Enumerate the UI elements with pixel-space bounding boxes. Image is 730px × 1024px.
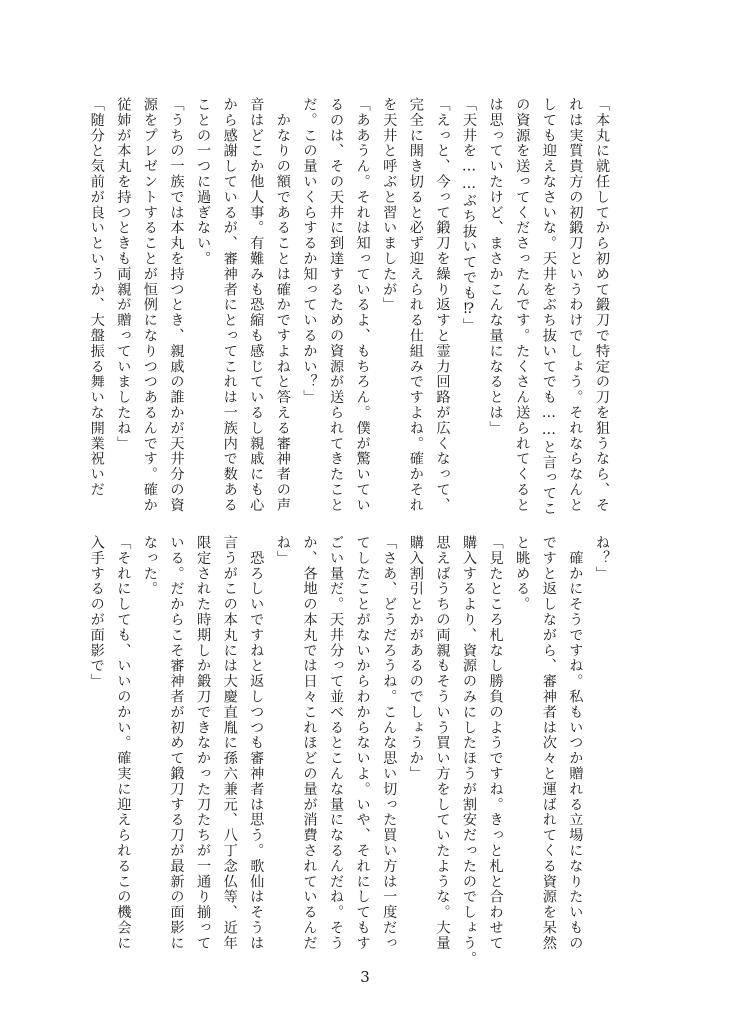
text-line: 「えっと、今って鍛刀を繰り返すと霊力回路が広くなって、 xyxy=(434,97,451,513)
text-line: の資源を送ってくださったんです。たくさん送られてくると xyxy=(514,97,531,513)
text-line: 「天井を……ぶち抜いてでも⁉」 xyxy=(461,97,478,334)
text-line: ね？」 xyxy=(594,535,610,582)
text-line: 「さあ、どうだろうね。こんな思い切った買い方は一度だっ xyxy=(381,535,398,951)
text-line: 購入割引とかがあるのでしょうか」 xyxy=(407,535,424,782)
text-line: 「ああうん。それは知っているよ、もちろん。僕が驚いてい xyxy=(354,97,371,513)
text-line: 購入するより、資源のみにしたほうが割安だったのでしょう。 xyxy=(461,535,478,967)
lower-text-block xyxy=(83,535,615,967)
text-line: 入手するのが面影で」 xyxy=(88,535,105,689)
text-line: 思えばうちの両親もそういう買い方をしていたような。大量 xyxy=(434,535,451,951)
text-line: 「それにしても、いいのかい。確実に迎えられるこの機会に xyxy=(115,535,132,951)
text-line: るのは、その天井に到達するための資源が送られてきたこと xyxy=(328,97,345,513)
text-line: てしたことがないからわからないよ。いや、それにしてもす xyxy=(354,535,371,951)
text-line: 「随分と気前が良いというか、大盤振る舞いな開業祝いだ xyxy=(88,97,105,498)
text-line: 従姉が本丸を持つときも両親が贈っていましたね」 xyxy=(115,97,132,452)
text-line: か、各地の本丸では日々これほどの量が消費されているんだ xyxy=(301,535,318,951)
text-line: れは実質貴方の初鍛刀というわけでしょう。それならなんと xyxy=(567,97,584,513)
text-line: ね」 xyxy=(274,535,291,566)
text-line: かなりの額であることは確かですよねと答える審神者の声 xyxy=(274,97,291,513)
text-line: 「見たところ札なし勝負のようですね。きっと札と合わせて xyxy=(487,535,504,951)
text-line: しても迎えなさいな。天井をぶち抜いてでも……と言ってこ xyxy=(540,97,557,517)
text-line: 確かにそうですね。私もいつか贈れる立場になりたいもの xyxy=(567,535,584,951)
text-line: なった。 xyxy=(141,535,158,597)
page-number: 3 xyxy=(360,968,370,986)
text-line: ですと返しながら、審神者は次々と運ばれてくる資源を呆然 xyxy=(540,535,557,951)
text-line: だ。この量いくらするか知っているかい？」 xyxy=(301,97,318,405)
upper-text-block xyxy=(83,97,615,517)
text-line: 音はどこか他人事。有難みも恐縮も感じているし親戚にも心 xyxy=(248,97,265,513)
text-line: いる。だからこそ審神者が初めて鍛刀する刀が最新の面影に xyxy=(168,535,185,951)
text-line: 源をプレゼントすることが恒例になりつつあるんです。確か xyxy=(141,97,158,513)
text-line: 言うがこの本丸には大慶直胤に孫六兼元、八丁念仏等、近年 xyxy=(221,535,238,951)
text-line: 完全に開き切ると必ず迎えられる仕組みですよね。確かそれ xyxy=(407,97,424,513)
text-line: は思っていたけど、まさかこんな量になるとは」 xyxy=(487,97,504,436)
text-line: ごい量だ。天井分って並べるとこんな量になるんだね。そう xyxy=(328,535,345,951)
text-line: 恐ろしいですねと返しつつも審神者は思う。歌仙はそうは xyxy=(248,535,265,951)
text-line: ことの一つに過ぎない。 xyxy=(195,97,212,267)
text-line: 「うちの一族では本丸を持つとき、親戚の誰かが天井分の資 xyxy=(168,97,185,513)
text-line: 「本丸に就任してから初めて鍛刀で特定の刀を狙うなら、そ xyxy=(594,97,610,513)
text-line: から感謝しているが、審神者にとってこれは一族内で数ある xyxy=(221,97,238,513)
text-line: と眺める。 xyxy=(514,535,531,612)
text-line: 限定された時期しか鍛刀できなかった刀たちが一通り揃って xyxy=(195,535,212,951)
text-line: を天井と呼ぶと習いましたが」 xyxy=(381,97,398,313)
